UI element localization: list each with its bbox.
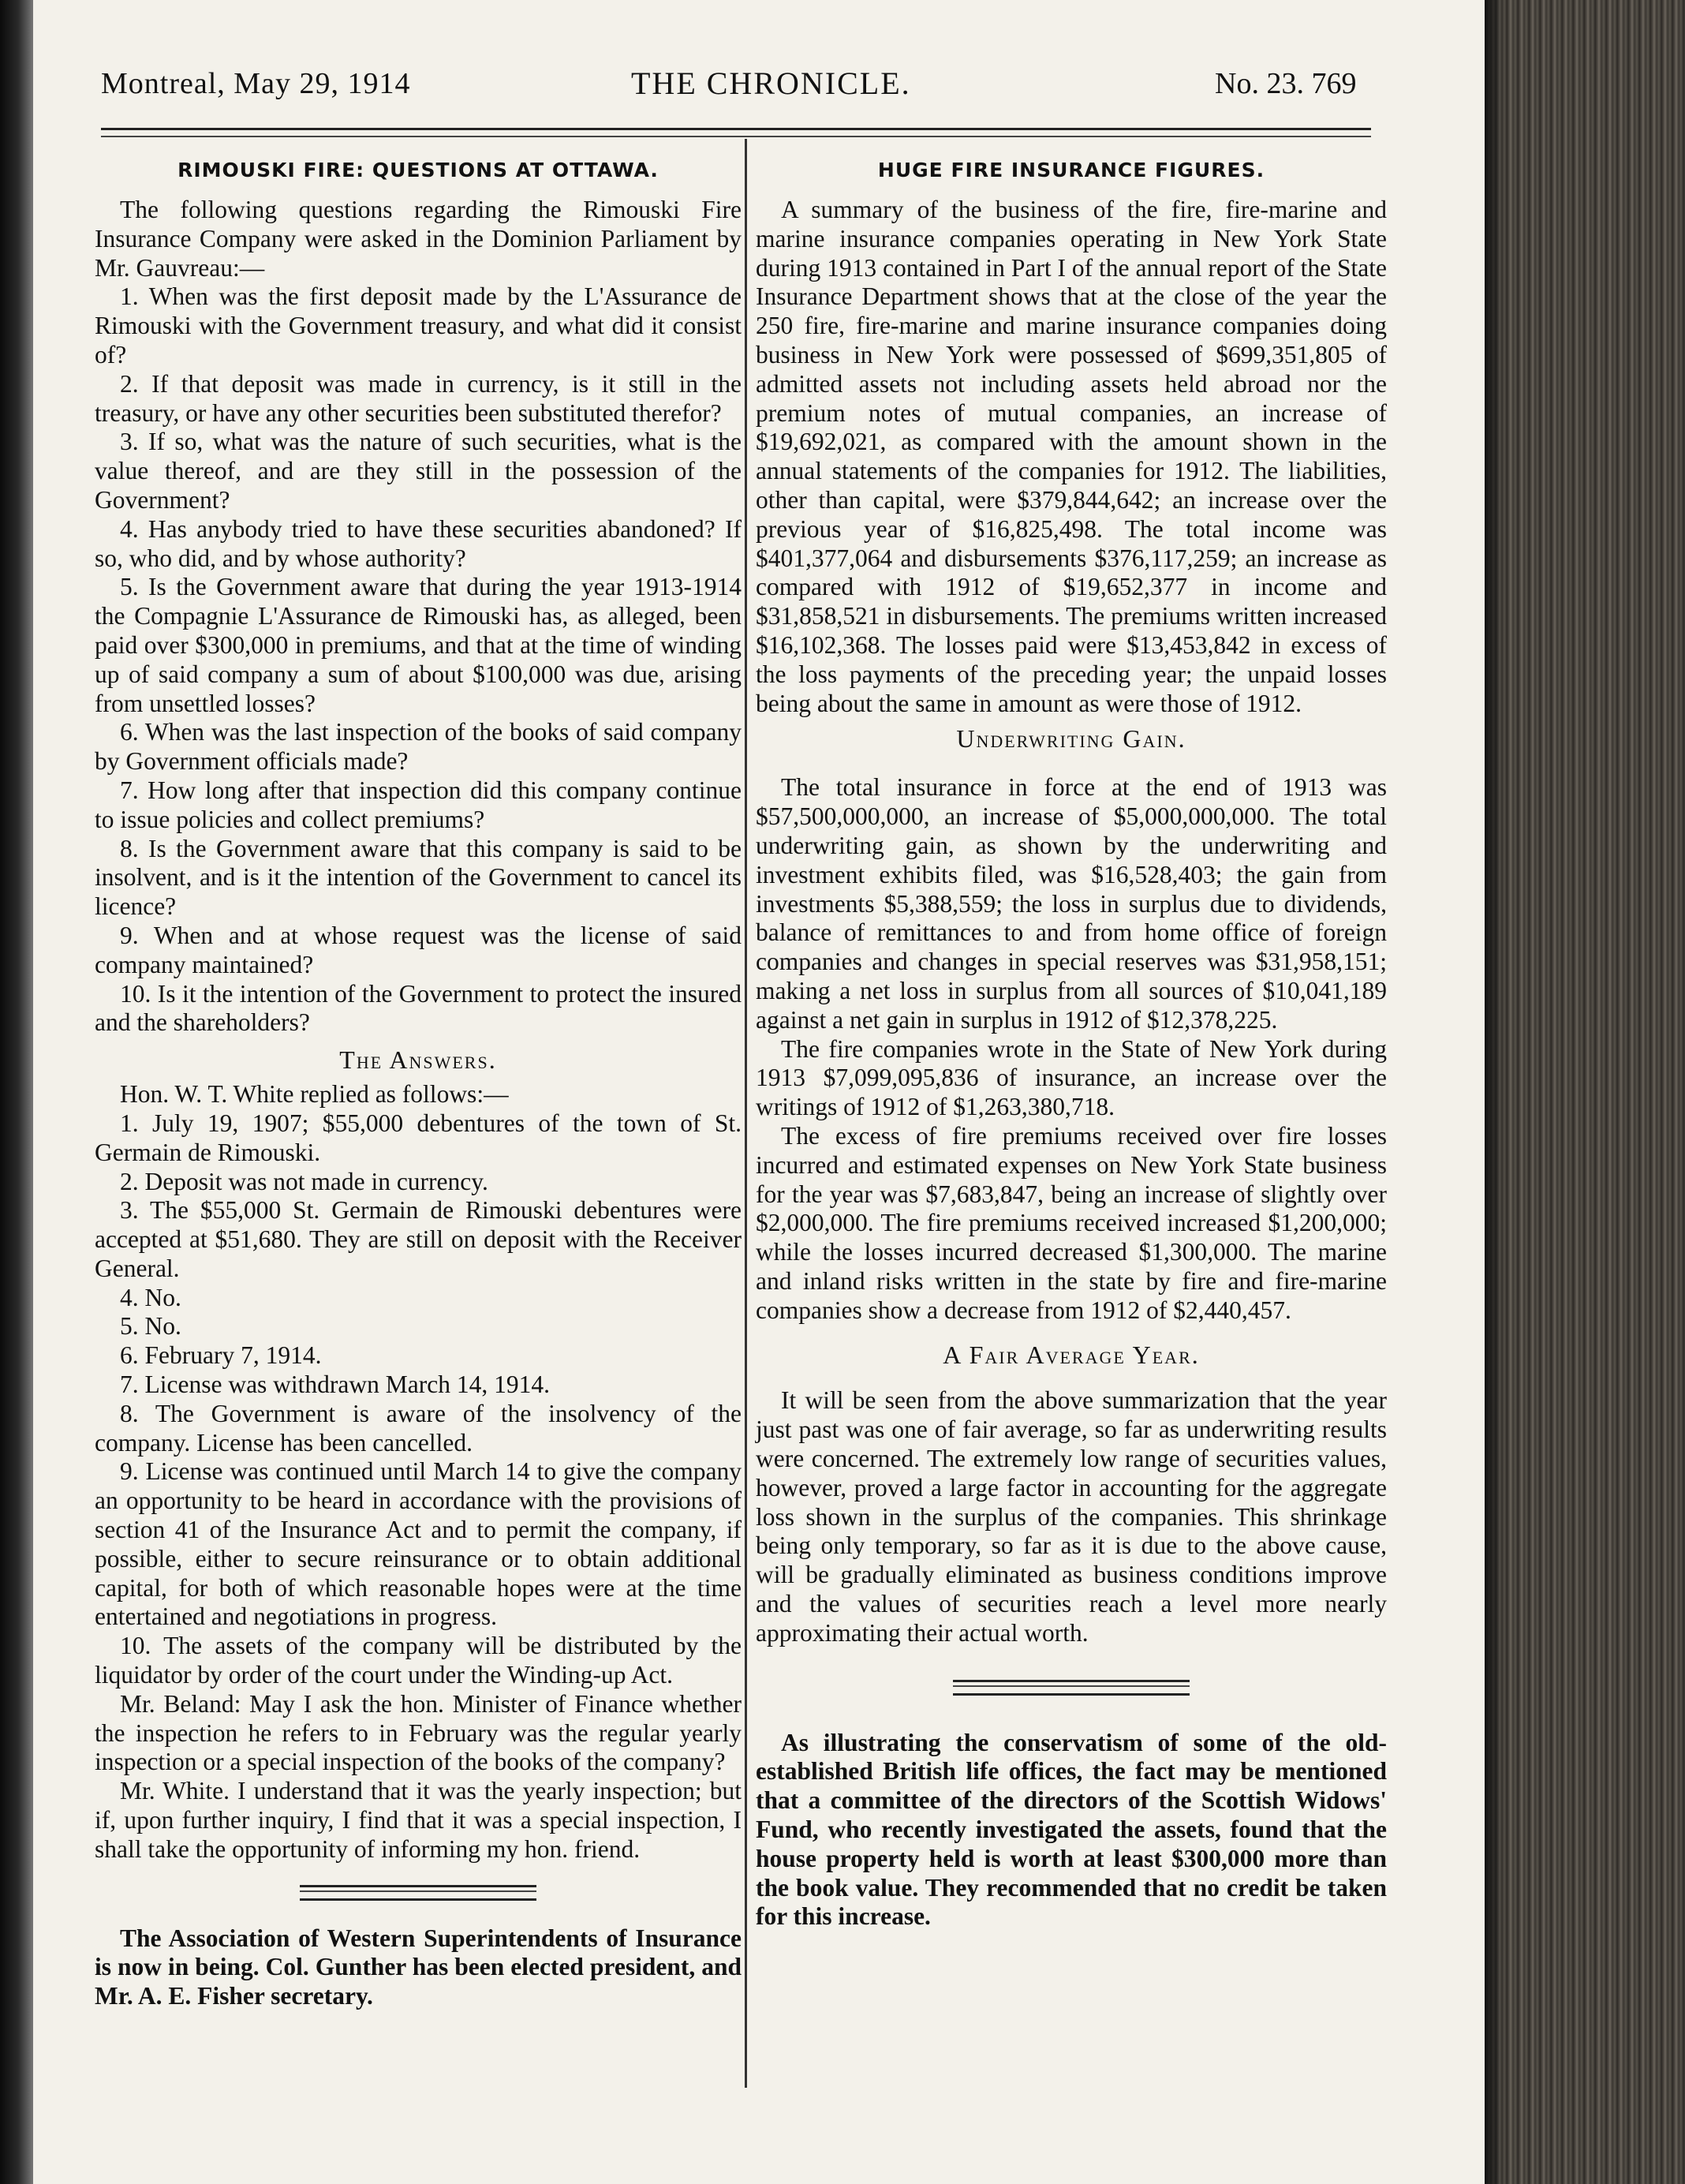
association-notice: The Association of Western Superintendents of Insurance is now in being. Col. Gunther has been elected president, and Mr. A. E. Fisher secretary. xyxy=(95,1924,742,2010)
white-reply: Mr. White. I understand that it was the yearly inspection; but if, upon further inquiry, I find that it was a special inspection, I shall take the opportunity of informing my hon. friend. xyxy=(95,1777,742,1863)
running-head-title: THE CHRONICLE. xyxy=(631,65,911,101)
intro-paragraph: The following questions regarding the Rimouski Fire Insurance Company were asked in the Dominion Parliament by Mr. Gauvreau:— xyxy=(95,196,742,282)
book-spine-edge xyxy=(1485,0,1685,2184)
question-4: 4. Has anybody tried to have these securities abandoned? If so, who did, and by whose authority? xyxy=(95,514,742,572)
question-5: 5. Is the Government aware that during the year 1913-1914 the Compagnie L'Assurance de Rimouski has, as alleged, been paid over $300,000 in premiums, and that at the time of winding up of said company a sum of about $100,000 was due, arising from unsettled losses? xyxy=(95,573,742,717)
section-ornament-rule xyxy=(953,1680,1190,1696)
subheading-fair-average-year: A Fair Average Year. xyxy=(943,1341,1200,1370)
answer-4: 4. No. xyxy=(120,1283,181,1311)
left-column xyxy=(95,151,742,2011)
question-6: 6. When was the last inspection of the books of said company by Government officials made? xyxy=(95,718,742,776)
answer-3: 3. The $55,000 St. Germain de Rimouski debentures were accepted at $51,680. They are still on deposit with the Receiver General. xyxy=(95,1196,742,1282)
answers-intro: Hon. W. T. White replied as follows:— xyxy=(120,1080,509,1109)
question-1: 1. When was the first deposit made by the L'Assurance de Rimouski with the Government treasury, and what did it consist of? xyxy=(95,282,742,368)
beland-question: Mr. Beland: May I ask the hon. Minister of Finance whether the inspection he refers to in February was the regular yearly inspection or a special inspection of the books of the company? xyxy=(95,1689,742,1776)
fire-figures-paragraph-4: The excess of fire premiums received over fire losses incurred and estimated expenses on New York State business for the year was $7,683,847, being an increase of slightly over $2,000,000. The fire premiums received increased $1,200,000; while the losses incurred decreased $1,300,000. The marine and inland risks written in the state by fire and fire-marine companies show a decrease from 1912 of $2,440,457. xyxy=(756,1121,1387,1324)
answer-7: 7. License was withdrawn March 14, 1914. xyxy=(120,1371,550,1399)
answer-8: 8. The Government is aware of the insolvency of the company. License has been cancelled. xyxy=(95,1399,742,1457)
question-7: 7. How long after that inspection did this company continue to issue policies and collect premiums? xyxy=(95,776,742,833)
right-column xyxy=(756,151,1387,1932)
fire-figures-paragraph-2: The total insurance in force at the end of 1913 was $57,500,000,000, an increase of $5,000,000,000. The total underwriting gain, as shown by the underwriting and investment exhibits filed, was $16,528,403; the gain from investments $5,388,559; the loss in surplus due to dividends, balance of remittances to and from home office of foreign companies and changes in special reserves was $31,958,151; making a net loss in surplus from all sources of $10,041,189 against a net gain in surplus in 1912 of $12,378,225. xyxy=(756,773,1387,1034)
answer-10: 10. The assets of the company will be distributed by the liquidator by order of the court under the Winding-up Act. xyxy=(95,1632,742,1689)
header-rule xyxy=(101,128,1371,130)
spine-shadow xyxy=(1485,0,1505,2184)
scottish-widows-paragraph: As illustrating the conservatism of some of the old-established British life offices, the fact may be mentioned that a committee of the directors of the Scottish Widows' Fund, who recently investigated the assets, found that the house property held is worth at least $300,000 more than the book value. They recommended that no credit be taken for this increase. xyxy=(756,1728,1387,1931)
subheading-underwriting-gain: Underwriting Gain. xyxy=(956,724,1186,754)
answer-2: 2. Deposit was not made in currency. xyxy=(120,1167,488,1195)
article-title-fire-figures: HUGE FIRE INSURANCE FIGURES. xyxy=(877,159,1265,181)
running-head-page-number: No. 23. 769 xyxy=(1215,67,1357,100)
header-rule-thin xyxy=(101,136,1371,137)
answer-5: 5. No. xyxy=(120,1312,181,1341)
question-9: 9. When and at whose request was the license of said company maintained? xyxy=(95,921,742,978)
book-left-edge xyxy=(0,0,33,2184)
answers-heading: The Answers. xyxy=(339,1045,497,1075)
fire-figures-paragraph-5: It will be seen from the above summarization that the year just past was one of fair average, so far as underwriting results were concerned. The extremely low range of securities values, however, proved a large factor in accounting for the aggregate loss shown in the surplus of the companies. This shrinkage being only temporary, so far as it is due to the above cause, will be gradually eliminated as business conditions improve and the values of securities reach a level more nearly approximating their actual worth. xyxy=(756,1386,1387,1647)
running-head-date: Montreal, May 29, 1914 xyxy=(101,67,411,100)
question-10: 10. Is it the intention of the Government to protect the insured and the shareholders? xyxy=(95,979,742,1037)
question-2: 2. If that deposit was made in currency, is it still in the treasury, or have any other securities been substituted therefor? xyxy=(95,369,742,427)
question-3: 3. If so, what was the nature of such securities, what is the value thereof, and are they still in the possession of the Government? xyxy=(95,428,742,514)
section-ornament-rule xyxy=(300,1885,536,1901)
answer-1: 1. July 19, 1907; $55,000 debentures of the town of St. Germain de Rimouski. xyxy=(95,1109,742,1166)
fire-figures-paragraph-3: The fire companies wrote in the State of New York during 1913 $7,099,095,836 of insurance, an increase over the writings of 1912 of $1,263,380,718. xyxy=(756,1034,1387,1121)
answer-9: 9. License was continued until March 14 to give the company an opportunity to be heard in accordance with the provisions of section 41 of the Insurance Act and to permit the company, if possible, either to secure reinsurance or to obtain additional capital, for both of which reasonable hopes were at the time entertained and negotiations in progress. xyxy=(95,1457,742,1631)
fire-figures-paragraph-1: A summary of the business of the fire, fire-marine and marine insurance companies operating in New York State during 1913 contained in Part I of the annual report of the State Insurance Department shows that at the close of the year the 250 fire, fire-marine and marine insurance companies doing business in New York were possessed of $699,351,805 of admitted assets not including assets held abroad nor the premium notes of mutual companies, an increase of $19,692,021, as compared with the amount shown in the annual statements of the companies for 1912. The liabilities, other than capital, were $379,844,642; an increase over the previous year of $16,825,498. The total income was $401,377,064 and disbursements $376,117,259; an increase as compared with 1912 of $19,652,377 in income and $31,858,521 in disbursements. The premiums written increased $16,102,368. The losses paid were $13,453,842 in excess of the loss payments of the preceding year; the unpaid losses being about the same in amount as were those of 1912. xyxy=(756,196,1387,717)
answer-6: 6. February 7, 1914. xyxy=(120,1341,322,1370)
question-8: 8. Is the Government aware that this company is said to be insolvent, and is it the intention of the Government to cancel its licence? xyxy=(95,834,742,921)
article-title-rimouski: RIMOUSKI FIRE: QUESTIONS AT OTTAWA. xyxy=(177,159,659,181)
column-divider xyxy=(745,139,747,2088)
